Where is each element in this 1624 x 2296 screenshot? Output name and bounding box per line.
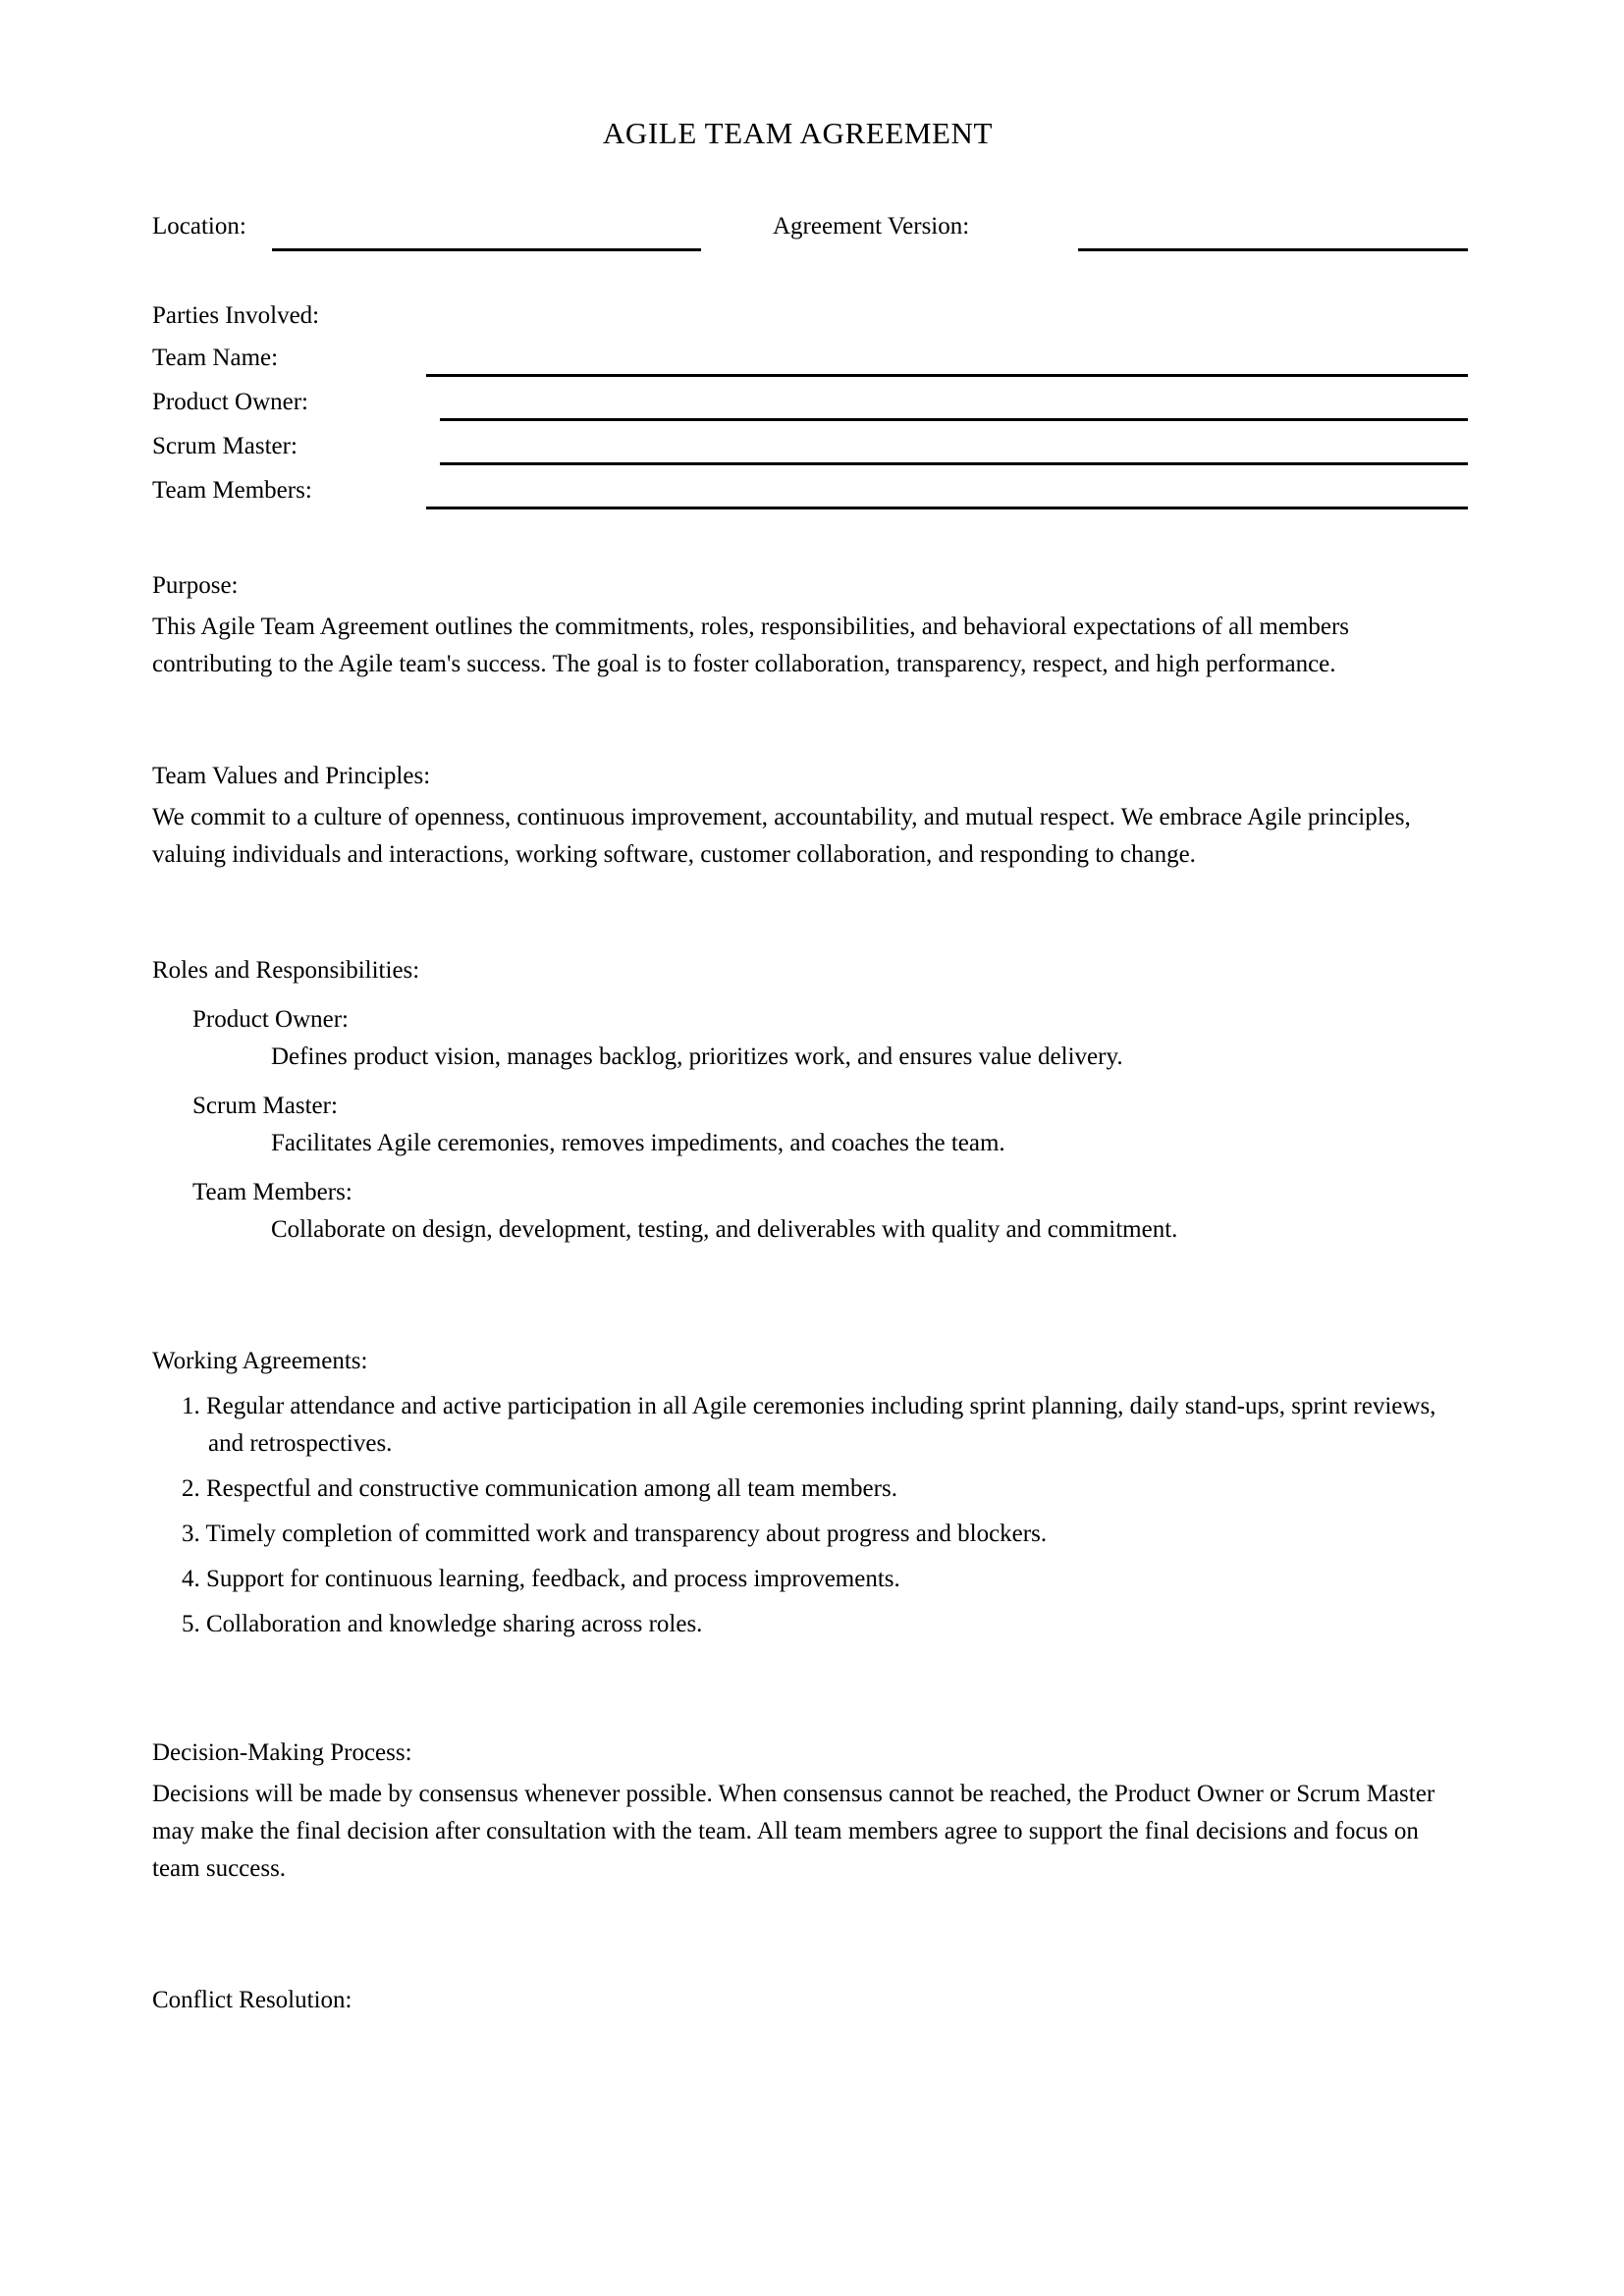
team-members-fill-line[interactable]: [426, 507, 1468, 509]
team-members-label: Team Members:: [152, 477, 312, 504]
decision-making-section: [152, 1735, 1448, 1888]
team-values-body: We commit to a culture of openness, continuous improvement, accountability, and mutual respect. We embrace Agile principles, valuing individuals and interactions, working software, customer collaboration, and responding to change.: [152, 804, 1411, 868]
role-description-scrum-master: Facilitates Agile ceremonies, removes impediments, and coaches the team.: [271, 1130, 1005, 1156]
scrum-master-fill-line[interactable]: [440, 462, 1468, 465]
working-agreements-list: [152, 1388, 1448, 1643]
parties-involved-heading: Parties Involved:: [152, 302, 320, 329]
agreement-version-label: Agreement Version:: [773, 213, 970, 240]
location-fill-line[interactable]: [272, 248, 701, 251]
page-title: AGILE TEAM AGREEMENT: [602, 116, 994, 150]
conflict-resolution-heading: Conflict Resolution:: [152, 1987, 352, 2013]
spacer: [152, 1249, 1448, 1343]
role-block: [152, 1001, 1448, 1076]
team-values-heading: Team Values and Principles:: [152, 763, 431, 789]
list-item-text: 3. Timely completion of committed work and transparency about progress and blockers.: [182, 1521, 1048, 1547]
party-row: [152, 477, 1448, 507]
document-content: [152, 0, 1448, 2023]
conflict-resolution-section: [152, 1982, 1448, 2019]
scrum-master-label: Scrum Master:: [152, 433, 298, 459]
roles-responsibilities-section: [152, 952, 1448, 1249]
role-title-team-members: Team Members:: [192, 1179, 352, 1205]
list-item: [152, 1516, 1448, 1553]
decision-making-body: Decisions will be made by consensus whenever possible. When consensus cannot be reached, the Product Owner or Scrum Master may make the final decision after consultation with the team. All team members agree to support the final decisions and focus on team success.: [152, 1781, 1435, 1882]
purpose-heading: Purpose:: [152, 572, 239, 599]
location-label: Location:: [152, 213, 246, 240]
list-item-text: 5. Collaboration and knowledge sharing across roles.: [182, 1611, 703, 1637]
list-item: [152, 1388, 1448, 1463]
role-description-product-owner: Defines product vision, manages backlog, prioritizes work, and ensures value delivery.: [271, 1043, 1123, 1070]
purpose-body: This Agile Team Agreement outlines the commitments, roles, responsibilities, and behavioral expectations of all members contributing to the Agile team's success. The goal is to foster collaboration, transparency, respect, and high performance.: [152, 614, 1350, 677]
roles-responsibilities-heading: Roles and Responsibilities:: [152, 957, 420, 984]
decision-making-heading: Decision-Making Process:: [152, 1739, 412, 1766]
product-owner-label: Product Owner:: [152, 389, 308, 415]
list-item: [152, 1606, 1448, 1643]
list-item-text: 4. Support for continuous learning, feedback, and process improvements.: [182, 1566, 900, 1592]
list-item-text: 2. Respectful and constructive communication among all team members.: [182, 1475, 897, 1502]
spacer: [152, 521, 1448, 567]
parties-involved-section: [152, 300, 1448, 507]
role-block: [152, 1088, 1448, 1162]
working-agreements-heading: Working Agreements:: [152, 1348, 368, 1374]
agreement-version-fill-line[interactable]: [1078, 248, 1468, 251]
spacer: [152, 1651, 1448, 1735]
role-title-scrum-master: Scrum Master:: [192, 1093, 338, 1119]
team-name-fill-line[interactable]: [426, 374, 1468, 377]
list-item: [152, 1561, 1448, 1598]
spacer: [152, 683, 1448, 758]
header-fields-row: [152, 213, 1448, 258]
product-owner-fill-line[interactable]: [440, 418, 1468, 421]
team-name-label: Team Name:: [152, 345, 279, 371]
role-description-team-members: Collaborate on design, development, testing, and deliverables with quality and commitment.: [271, 1216, 1178, 1243]
purpose-section: [152, 567, 1448, 683]
list-item: [152, 1470, 1448, 1508]
team-values-section: [152, 758, 1448, 874]
spacer: [152, 874, 1448, 952]
spacer: [152, 1888, 1448, 1982]
list-item-text: 1. Regular attendance and active participation in all Agile ceremonies including sprint planning, daily stand-ups, sprint reviews, and retrospectives.: [182, 1393, 1436, 1457]
party-row: [152, 433, 1448, 463]
party-row: [152, 345, 1448, 375]
working-agreements-section: [152, 1343, 1448, 1643]
role-title-product-owner: Product Owner:: [192, 1006, 349, 1033]
party-row: [152, 389, 1448, 419]
role-block: [152, 1174, 1448, 1249]
